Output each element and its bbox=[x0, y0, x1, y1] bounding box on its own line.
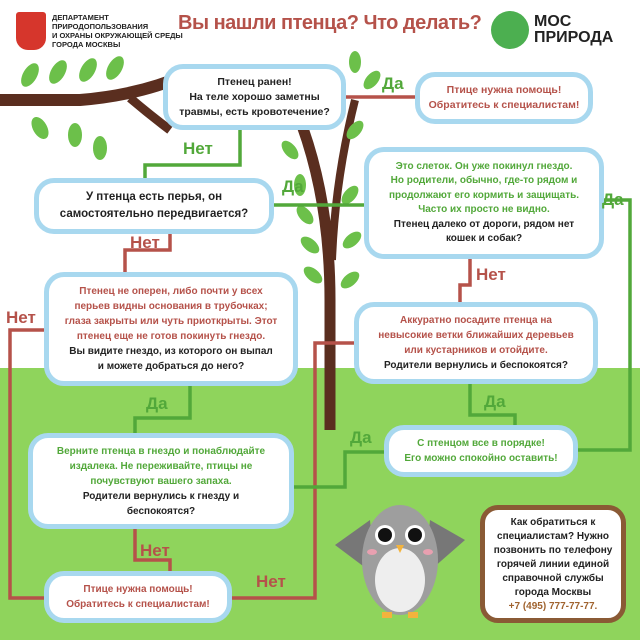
leaf bbox=[349, 51, 361, 73]
label-yes: Да bbox=[282, 177, 304, 196]
department-name: ДЕПАРТАМЕНТ ПРИРОДОПОЛЬЗОВАНИЯ И ОХРАНЫ ОКРУЖАЮЩЕЙ СРЕДЫ ГОРОДА МОСКВЫ bbox=[52, 13, 183, 49]
leaf bbox=[338, 268, 363, 291]
label-no: Нет bbox=[183, 139, 213, 158]
label-no: Нет bbox=[130, 233, 160, 252]
return-nest-box: Верните птенца в гнездо и понаблюдайте издалека. Не переживайте, птицы не почувствуют вашего запаха. Родители вернулись к гнезду и беспокоятся? bbox=[28, 433, 294, 529]
leaf bbox=[301, 263, 326, 286]
phone-number: +7 (495) 777-77-77. bbox=[508, 601, 598, 612]
label-yes: Да bbox=[602, 190, 624, 209]
leaf bbox=[17, 60, 42, 90]
label-yes: Да bbox=[382, 74, 404, 93]
leaf bbox=[298, 233, 323, 256]
label-no: Нет bbox=[256, 572, 286, 591]
owl-illustration bbox=[335, 505, 465, 618]
contact-info-box: Как обратиться к специалистам? Нужно позвонить по телефону горячей линии единой справочной службы города Москвы +7 (495) 777-77-77. bbox=[480, 505, 626, 623]
label-yes: Да bbox=[350, 428, 372, 447]
leaf bbox=[340, 228, 365, 251]
leaf bbox=[102, 53, 127, 83]
label-no: Нет bbox=[476, 265, 506, 284]
feathers-question-box: У птенца есть перья, он самостоятельно передвигается? bbox=[34, 178, 274, 234]
nestling-box: Птенец не оперен, либо почти у всех перьев видны основания в трубочках; глаза закрыты или чуть приоткрыты. Этот птенец еще не готов покинуть гнездо. Вы видите гнездо, из которого он выпал и можете добраться до него? bbox=[44, 272, 298, 386]
mospriroda-logo-text: МОС ПРИРОДА bbox=[534, 13, 614, 46]
leaf bbox=[278, 138, 301, 163]
label-yes: Да bbox=[484, 392, 506, 411]
leaf bbox=[75, 55, 100, 85]
label-no: Нет bbox=[140, 541, 170, 560]
branch-box: Аккуратно посадите птенца на невысокие ветки ближайших деревьев или кустарников и отойдите. Родители вернулись и беспокоятся? bbox=[354, 302, 598, 384]
leaf bbox=[68, 123, 82, 147]
help-box-top: Птице нужна помощь! Обратитесь к специалистам! bbox=[415, 72, 593, 124]
injured-question-box: Птенец ранен! На теле хорошо заметны травмы, есть кровотечение? bbox=[163, 64, 346, 130]
leaf bbox=[28, 114, 52, 142]
leaf bbox=[360, 68, 383, 93]
page-title: Вы нашли птенца? Что делать? bbox=[178, 12, 482, 34]
help-box-bottom: Птице нужна помощь! Обратитесь к специалистам! bbox=[44, 571, 232, 623]
label-no: Нет bbox=[6, 308, 36, 327]
label-yes: Да bbox=[146, 394, 168, 413]
leaf bbox=[93, 136, 107, 160]
ok-box: С птенцом все в порядке! Его можно спокойно оставить! bbox=[384, 425, 578, 477]
leaf bbox=[45, 57, 70, 87]
moscow-coat-of-arms-logo bbox=[16, 12, 46, 50]
tree-logo-icon bbox=[491, 11, 529, 49]
fledgling-box: Это слеток. Он уже покинул гнездо. Но родители, обычно, где-то рядом и продолжают его кормить и защищать. Часто их просто не видно. Птенец далеко от дороги, рядом нет кошек и собак? bbox=[364, 147, 604, 259]
